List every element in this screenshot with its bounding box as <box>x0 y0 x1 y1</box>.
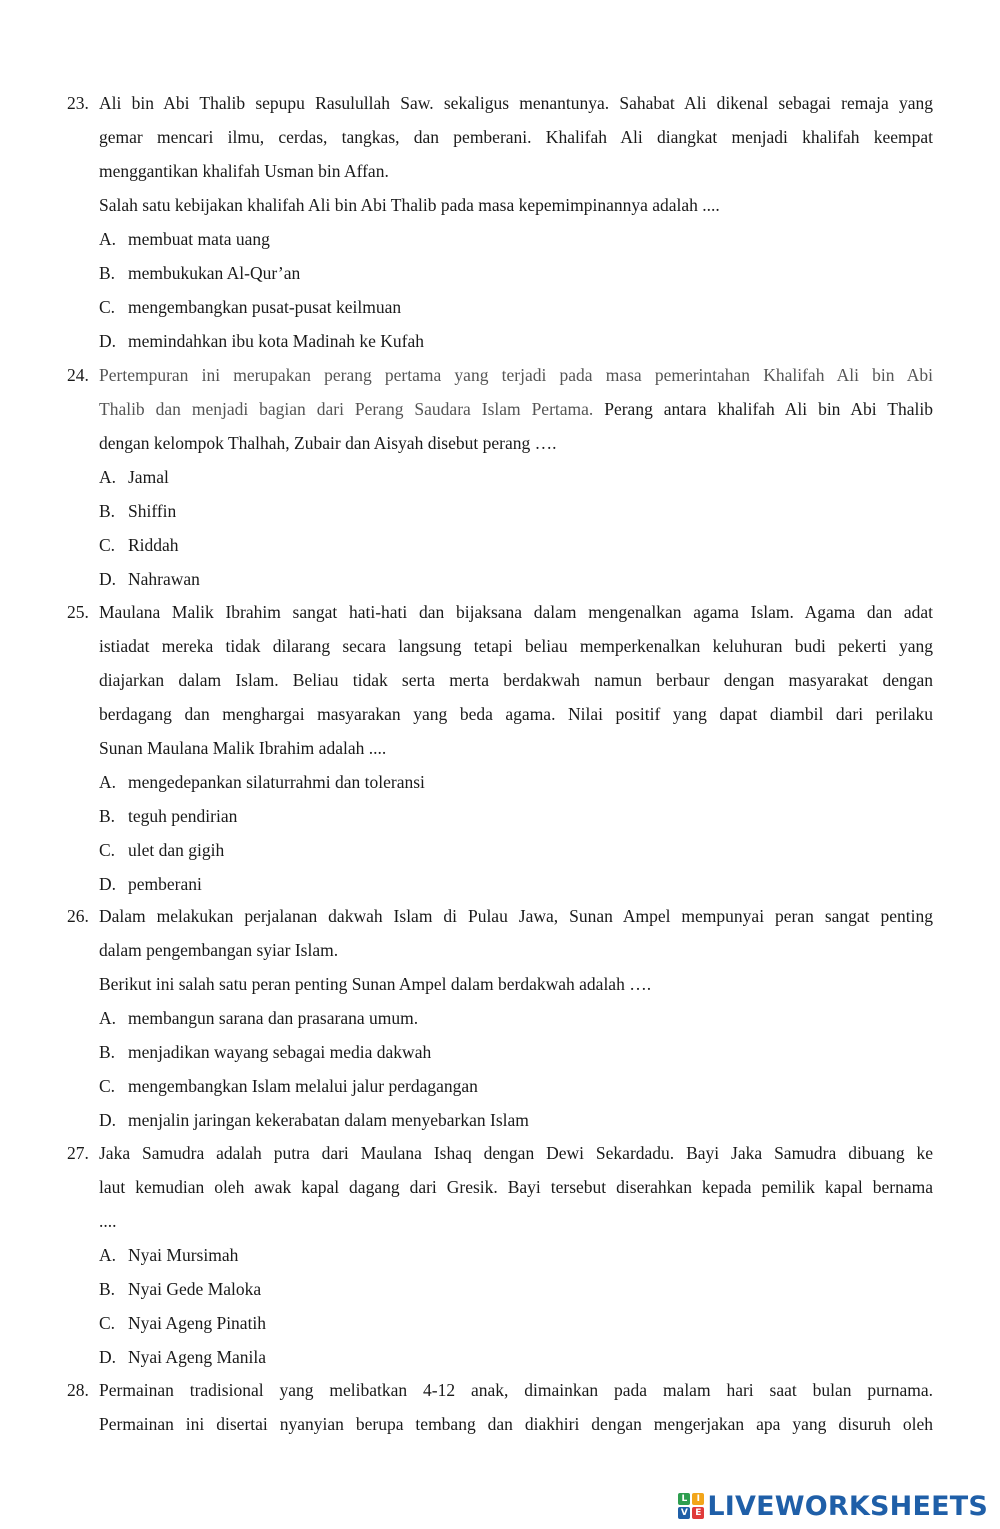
question-number: 23. <box>67 93 89 113</box>
option-d[interactable]: D. Nahrawan <box>99 569 200 589</box>
option-c[interactable]: C. Nyai Ageng Pinatih <box>99 1313 267 1333</box>
question-prompt: dengan kelompok Thalhah, Zubair dan Aisyah disebut perang …. <box>99 433 557 453</box>
question-text-line: 24. Pertempuran ini merupakan perang pertama yang terjadi pada masa pemerintahan Khalifah Ali bin Abi <box>67 358 933 392</box>
question-26 <box>67 899 933 1137</box>
question-text-line: 25. Maulana Malik Ibrahim sangat hati-hati dan bijaksana dalam mengenalkan agama Islam. Agama dan adat <box>67 595 933 629</box>
option-d[interactable]: D. Nyai Ageng Manila <box>99 1347 267 1367</box>
logo-letter-i: I <box>692 1493 704 1505</box>
question-prompt: Sunan Maulana Malik Ibrahim adalah .... <box>99 738 387 758</box>
question-text-line: Thalib dan menjadi bagian dari Perang Saudara Islam Pertama. Perang antara khalifah Ali bin Abi Thalib <box>99 399 933 419</box>
option-c[interactable]: C. mengembangkan Islam melalui jalur perdagangan <box>99 1076 478 1096</box>
option-a[interactable]: A. Nyai Mursimah <box>99 1245 239 1265</box>
question-28 <box>67 1373 933 1441</box>
question-text-line: dalam pengembangan syiar Islam. <box>99 940 339 960</box>
question-text-line: 23. Ali bin Abi Thalib sepupu Rasulullah Saw. sekaligus menantunya. Sahabat Ali dikenal sebagai remaja yang <box>67 86 933 120</box>
question-text-line: gemar mencari ilmu, cerdas, tangkas, dan pemberani. Khalifah Ali diangkat menjadi khalifah keempat <box>99 127 933 147</box>
logo-letter-l: L <box>678 1493 690 1505</box>
option-c[interactable]: C. mengembangkan pusat-pusat keilmuan <box>99 297 402 317</box>
option-d[interactable]: D. pemberani <box>99 874 202 894</box>
question-number: 27. <box>67 1143 89 1163</box>
question-24 <box>67 358 933 596</box>
option-a[interactable]: A. mengedepankan silaturrahmi dan toleransi <box>99 772 425 792</box>
option-a[interactable]: A. membuat mata uang <box>99 229 270 249</box>
liveworksheets-logo-icon <box>678 1493 704 1519</box>
question-text-line: diajarkan dalam Islam. Beliau tidak serta merta berdakwah namun berbaur dengan masyarakat dengan <box>99 670 933 690</box>
option-b[interactable]: B. Nyai Gede Maloka <box>99 1279 262 1299</box>
question-prompt: Salah satu kebijakan khalifah Ali bin Abi Thalib pada masa kepemimpinannya adalah .... <box>99 195 720 215</box>
question-text-line: .... <box>99 1211 117 1231</box>
question-text-line: 27. Jaka Samudra adalah putra dari Maulana Ishaq dengan Dewi Sekardadu. Bayi Jaka Samudra dibuang ke <box>67 1136 933 1170</box>
question-27 <box>67 1136 933 1374</box>
question-text-line: istiadat mereka tidak dilarang secara langsung tetapi beliau memperkenalkan keluhuran budi pekerti yang <box>99 636 933 656</box>
logo-letter-v: V <box>678 1507 690 1519</box>
question-text-line: laut kemudian oleh awak kapal dagang dari Gresik. Bayi tersebut diserahkan kepada pemilik kapal bernama <box>99 1177 933 1197</box>
liveworksheets-brand <box>678 1486 988 1526</box>
logo-letter-e: E <box>692 1507 704 1519</box>
question-25 <box>67 595 933 901</box>
option-c[interactable]: C. Riddah <box>99 535 179 555</box>
brand-text: LIVEWORKSHEETS <box>707 1490 988 1522</box>
option-b[interactable]: B. menjadikan wayang sebagai media dakwah <box>99 1042 432 1062</box>
question-number: 26. <box>67 906 89 926</box>
option-b[interactable]: B. membukukan Al-Qur’an <box>99 263 301 283</box>
option-a[interactable]: A. Jamal <box>99 467 169 487</box>
option-d[interactable]: D. menjalin jaringan kekerabatan dalam menyebarkan Islam <box>99 1110 529 1130</box>
question-23 <box>67 86 933 358</box>
question-number: 25. <box>67 602 89 622</box>
question-prompt: Berikut ini salah satu peran penting Sunan Ampel dalam berdakwah adalah …. <box>99 974 652 994</box>
question-text-line: berdagang dan menghargai masyarakan yang beda agama. Nilai positif yang dapat diambil dari perilaku <box>99 704 933 724</box>
question-text-line: menggantikan khalifah Usman bin Affan. <box>99 161 389 181</box>
question-number: 24. <box>67 365 89 385</box>
question-text-line: 28. Permainan tradisional yang melibatkan 4-12 anak, dimainkan pada malam hari saat bulan purnama. <box>67 1373 933 1407</box>
option-c[interactable]: C. ulet dan gigih <box>99 840 225 860</box>
question-text-line: Permainan ini disertai nyanyian berupa tembang dan diakhiri dengan mengerjakan apa yang disuruh oleh <box>99 1414 933 1434</box>
option-d[interactable]: D. memindahkan ibu kota Madinah ke Kufah <box>99 331 424 351</box>
question-text-line: 26. Dalam melakukan perjalanan dakwah Islam di Pulau Jawa, Sunan Ampel mempunyai peran sangat penting <box>67 899 933 933</box>
option-b[interactable]: B. teguh pendirian <box>99 806 238 826</box>
question-number: 28. <box>67 1380 89 1400</box>
option-b[interactable]: B. Shiffin <box>99 501 177 521</box>
option-a[interactable]: A. membangun sarana dan prasarana umum. <box>99 1008 419 1028</box>
